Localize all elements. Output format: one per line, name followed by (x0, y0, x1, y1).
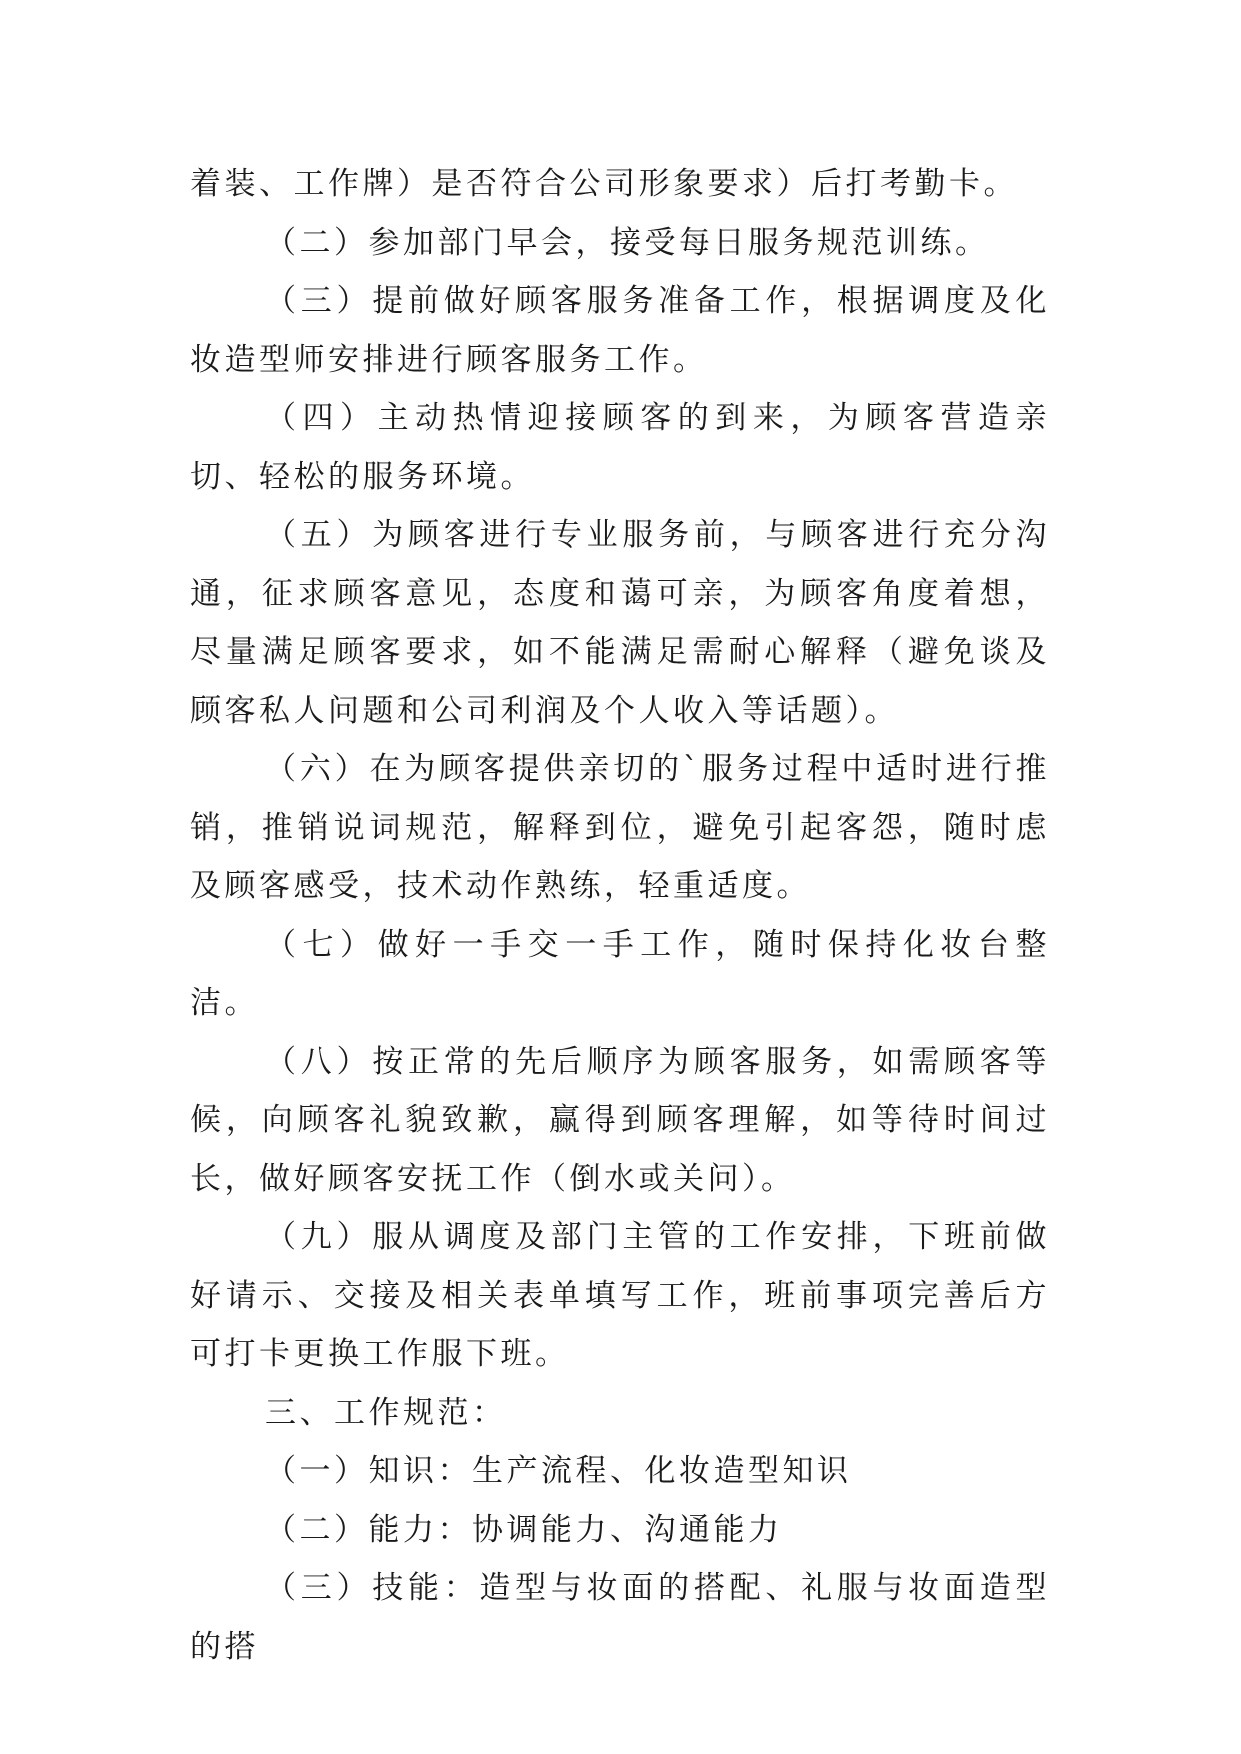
section-heading: 三、工作规范： (265, 1394, 507, 1431)
spec-ability: （二）能力：协调能力、沟通能力 (265, 1511, 783, 1548)
paragraph-item-2: （二）参加部门早会，接受每日服务规范训练。 (265, 224, 990, 261)
spec-knowledge: （一）知识：生产流程、化妆造型知识 (265, 1453, 852, 1489)
paragraph-item-4: （四）主动热情迎接顾客的到来，为顾客营造亲切、轻松的服务环境。 (190, 400, 1050, 495)
document-body (190, 155, 1050, 1676)
paragraph-item-3: （三）提前做好顾客服务准备工作，根据调度及化妆造型师安排进行顾客服务工作。 (190, 283, 1050, 378)
paragraph-continuation: 着装、工作牌）是否符合公司形象要求）后打考勤卡。 (190, 166, 1018, 202)
paragraph-item-8: （八）按正常的先后顺序为顾客服务，如需顾客等候，向顾客礼貌致歉，赢得到顾客理解，如等待时间过长，做好顾客安抚工作（倒水或关问）。 (190, 1043, 1050, 1197)
paragraph-item-9: （九）服从调度及部门主管的工作安排，下班前做好请示、交接及相关表单填写工作，班前事项完善后方可打卡更换工作服下班。 (190, 1219, 1050, 1372)
paragraph-item-6: （六）在为顾客提供亲切的`服务过程中适时进行推销，推销说词规范，解释到位，避免引起客怨，随时虑及顾客感受，技术动作熟练，轻重适度。 (190, 751, 1050, 904)
paragraph-item-7: （七）做好一手交一手工作，随时保持化妆台整洁。 (190, 926, 1050, 1021)
spec-skill: （三）技能：造型与妆面的搭配、礼服与妆面造型的搭 (190, 1570, 1050, 1665)
paragraph-item-5: （五）为顾客进行专业服务前，与顾客进行充分沟通，征求顾客意见，态度和蔼可亲，为顾客角度着想，尽量满足顾客要求，如不能满足需耐心解释（避免谈及顾客私人问题和公司利润及个人收入等话题）。 (190, 517, 1050, 729)
